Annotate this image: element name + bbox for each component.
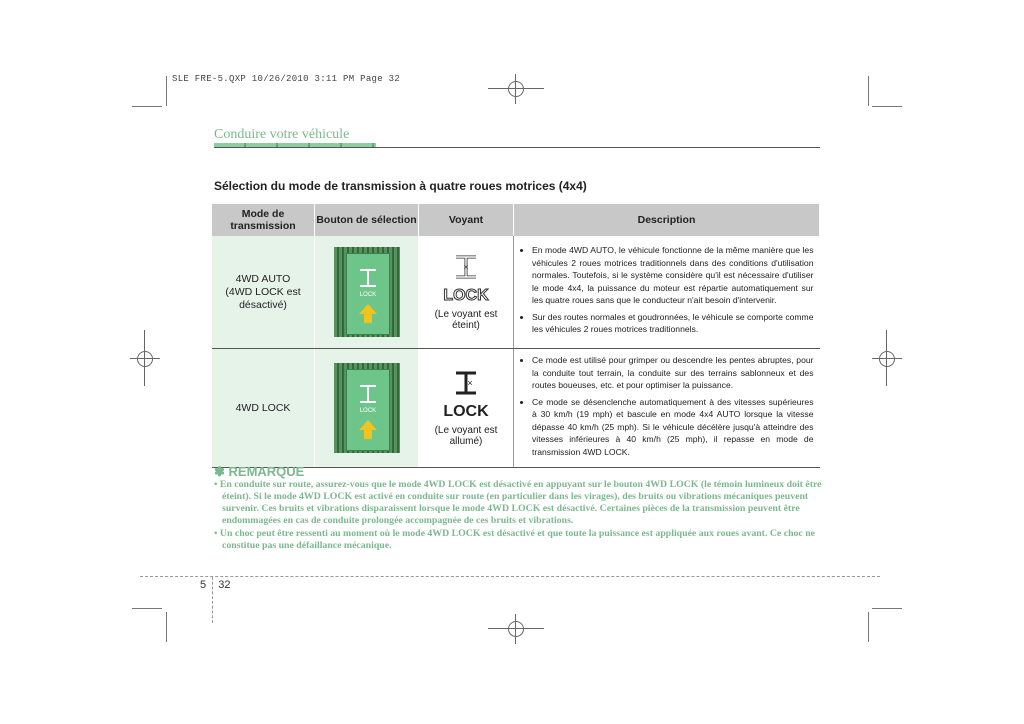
crop-mark xyxy=(166,612,167,642)
indicator-caption: (Le voyant est allumé) xyxy=(434,425,498,447)
crop-mark xyxy=(872,106,902,107)
description-cell xyxy=(514,236,820,349)
transmission-mode-table xyxy=(212,204,820,468)
crop-mark xyxy=(868,612,869,642)
mode-cell xyxy=(212,349,315,468)
chapter-number: 5 xyxy=(200,579,207,591)
page-number xyxy=(200,579,231,591)
registration-mark-right xyxy=(872,330,902,386)
crop-mark xyxy=(132,106,162,107)
crop-mark xyxy=(868,76,869,106)
crop-mark xyxy=(872,608,902,609)
mode-name: 4WD LOCK xyxy=(235,401,291,414)
registration-mark-bottom xyxy=(488,614,544,644)
print-header: SLE FRE-5.QXP 10/26/2010 3:11 PM Page 32 xyxy=(172,74,401,84)
svg-text:LOCK: LOCK xyxy=(359,408,376,414)
section-title: Conduire votre véhicule xyxy=(214,127,350,142)
column-header: Mode de transmission xyxy=(212,204,315,236)
page-heading: Sélection du mode de transmission à quatre roues motrices (4x4) xyxy=(214,179,587,193)
4wd-indicator-off-icon xyxy=(420,253,512,285)
indicator-lock-label: LOCK xyxy=(443,403,489,420)
mode-cell xyxy=(212,236,315,349)
crop-mark xyxy=(132,608,162,609)
description-bullet: • Ce mode est utilisé pour grimper ou descendre les pentes abruptes, pour la conduite tout terrain, la conduite sur des terrains sablonneux et des routes boueuses, etc. et pour optimiser la puissance. xyxy=(532,354,814,392)
remark-body xyxy=(214,479,822,553)
footer-rule xyxy=(140,576,880,577)
4wd-lock-glyph-icon xyxy=(356,264,380,300)
mode-name: 4WD AUTO xyxy=(235,272,291,285)
table-row xyxy=(212,349,820,468)
section-title-rule xyxy=(214,147,820,148)
description-cell xyxy=(514,349,820,468)
page-number-value: 32 xyxy=(218,579,231,591)
table-row xyxy=(212,236,820,349)
description-bullet: • Sur des routes normales et goudronnées, le véhicule se comporte comme les véhicules 2 roues motrices traditionnels. xyxy=(532,311,814,336)
remark-item: • Un choc peut être ressenti au moment où le mode 4WD LOCK est désactivé et que toute la puissance est appliquée aux roues avant. Ce choc ne constitue pas une défaillance mécanique. xyxy=(214,528,816,551)
indicator-cell xyxy=(419,349,514,468)
remark-title: ✽ REMARQUE xyxy=(214,464,305,479)
description-bullet: • Ce mode se désenclenche automatiquement à des vitesses supérieures à 30 km/h (19 mph) et bascule en mode 4x4 AUTO lorsque la vitesse dépasse 40 km/h (25 mph). Si le véhicule décélère jusqu'à atteindre des vitesses inférieures à 40 km/h (25 mph), il repasse en mode de transmission 4WD LOCK. xyxy=(532,396,814,459)
crop-mark xyxy=(166,76,167,106)
4wd-lock-glyph-icon xyxy=(356,380,380,416)
4wd-indicator-on-icon xyxy=(420,369,512,401)
column-header: Description xyxy=(514,204,820,236)
4wd-lock-button-image xyxy=(334,247,400,337)
description-bullet: • En mode 4WD AUTO, le véhicule fonctionne de la même manière que les véhicules 2 roues motrices traditionnels dans des conditions d'utilisation normales. Toutefois, si le système considère qu'il est nécessaire d'utiliser le mode 4x4, la puissance du moteur est répartie automatiquement sur les quatre roues sans que le conducteur n'ait besoin d'intervenir. xyxy=(532,244,814,307)
indicator-cell xyxy=(419,236,514,349)
arrow-up-icon xyxy=(359,304,377,314)
registration-mark-top xyxy=(488,74,544,104)
indicator-caption: (Le voyant est éteint) xyxy=(434,309,498,331)
mode-note: (4WD LOCK est désactivé) xyxy=(225,285,301,311)
button-cell xyxy=(315,349,419,468)
remark-item: • En conduite sur route, assurez-vous que le mode 4WD LOCK est désactivé en appuyant sur le bouton 4WD LOCK (le témoin lumineux doit être éteint). Si le mode 4WD LOCK est activé en conduite sur route (en particulier dans les virages), des bruits ou vibrations mécaniques peuvent survenir. Ces bruits et vibrations disparaissent lorsque le mode 4WD LOCK est désactivé. Certaines pièces de la transmission peuvent être endommagées en cas de conduite prolongée accompagnée de ces bruits et vibrations. xyxy=(214,479,822,526)
4wd-lock-button-image xyxy=(334,363,400,453)
svg-text:LOCK: LOCK xyxy=(359,292,376,298)
arrow-up-icon xyxy=(359,420,377,430)
table-header-row xyxy=(212,204,820,236)
registration-mark-left xyxy=(130,330,160,386)
svg-text:×: × xyxy=(467,378,473,388)
svg-text:×: × xyxy=(463,262,469,272)
button-cell xyxy=(315,236,419,349)
column-header: Voyant xyxy=(419,204,514,236)
indicator-lock-label: LOCK xyxy=(443,287,489,304)
column-header: Bouton de sélection xyxy=(315,204,419,236)
